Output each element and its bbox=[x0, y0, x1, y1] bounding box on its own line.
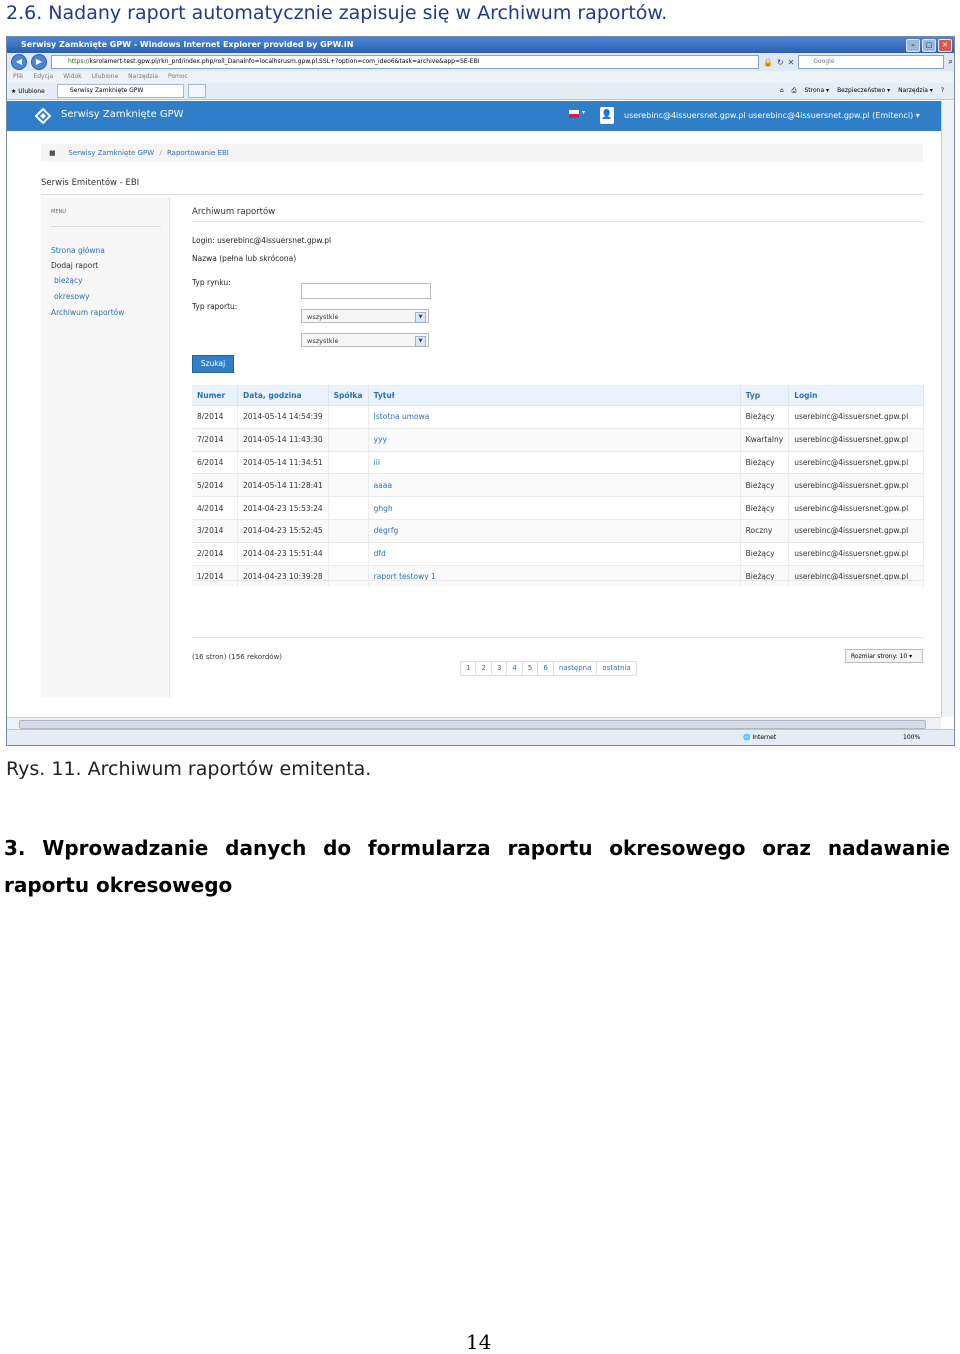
user-menu[interactable]: userebinc@4issuersnet.gpw.pl userebinc@4issuersnet.gpw.pl (Emitenci) ▾ bbox=[624, 111, 920, 120]
stop-icon[interactable]: ✕ bbox=[787, 57, 795, 67]
refresh-icon[interactable]: ↻ bbox=[776, 57, 784, 67]
cell-title-link[interactable]: ghgh bbox=[368, 497, 740, 520]
cell-title-link[interactable]: iii bbox=[368, 451, 740, 474]
page-content bbox=[7, 101, 941, 717]
chevron-down-icon[interactable]: ▾ bbox=[582, 109, 586, 116]
cell-date: 2014-04-23 15:51:44 bbox=[238, 542, 329, 565]
col-company[interactable]: Spółka bbox=[328, 385, 368, 406]
cell-type: Bieżący bbox=[740, 542, 789, 565]
cell-company bbox=[328, 474, 368, 497]
browser-screenshot bbox=[6, 36, 955, 746]
zone-label: Internet bbox=[752, 734, 777, 741]
cell-date: 2014-05-14 11:28:41 bbox=[238, 474, 329, 497]
app-brand[interactable]: Serwisy Zamknięte GPW bbox=[61, 109, 184, 120]
cell-type: Kwartalny bbox=[740, 428, 789, 451]
cell-number: 6/2014 bbox=[192, 451, 238, 474]
sidebar-item-periodic[interactable]: okresowy bbox=[54, 292, 90, 301]
cell-title-link[interactable]: dfd bbox=[368, 542, 740, 565]
cell-number: 2/2014 bbox=[192, 542, 238, 565]
breadcrumb-item-raportowanie[interactable]: Raportowanie EBI bbox=[166, 149, 229, 157]
cell-login: userebinc@4issuersnet.gpw.pl bbox=[789, 565, 924, 587]
cell-company bbox=[328, 519, 368, 542]
page-number: 14 bbox=[466, 1330, 492, 1354]
tool-tools[interactable]: Narzędzia ▾ bbox=[898, 87, 933, 94]
menu-file[interactable]: Plik bbox=[13, 73, 24, 80]
zoom-level[interactable]: 100% bbox=[903, 734, 921, 741]
market-label: Typ rynku: bbox=[192, 278, 231, 287]
cell-title-link[interactable]: aaaa bbox=[368, 474, 740, 497]
cell-type: Bieżący bbox=[740, 497, 789, 520]
col-type[interactable]: Typ bbox=[740, 385, 789, 406]
cell-number: 4/2014 bbox=[192, 497, 238, 520]
table-row bbox=[192, 406, 924, 429]
sidebar-item-current[interactable]: bieżący bbox=[54, 276, 83, 285]
cell-login: userebinc@4issuersnet.gpw.pl bbox=[789, 428, 924, 451]
table-row bbox=[192, 497, 924, 520]
favorites-label: Ulubione bbox=[18, 87, 45, 95]
menu-view[interactable]: Widok bbox=[63, 73, 82, 80]
page-last[interactable]: ostatnia bbox=[596, 661, 636, 676]
cell-number: 1/2014 bbox=[192, 565, 238, 587]
page-3[interactable]: 3 bbox=[491, 661, 507, 676]
breadcrumb-item-serwisy[interactable]: Serwisy Zamknięte GPW bbox=[68, 149, 155, 157]
tool-page[interactable]: Strona ▾ bbox=[804, 87, 830, 94]
page-6[interactable]: 6 bbox=[537, 661, 553, 676]
menu-help[interactable]: Pomoc bbox=[167, 73, 188, 80]
col-date[interactable]: Data, godzina bbox=[238, 385, 329, 406]
vertical-scrollbar[interactable] bbox=[941, 101, 954, 717]
divider bbox=[192, 221, 924, 222]
cell-type: Bieżący bbox=[740, 451, 789, 474]
sidebar-menu-label: MENU bbox=[51, 209, 66, 215]
login-line: Login: userebinc@4issuersnet.gpw.pl bbox=[192, 236, 332, 245]
gpw-logo-icon bbox=[35, 108, 51, 124]
minimize-icon[interactable]: – bbox=[906, 39, 920, 52]
forward-icon[interactable]: ▶ bbox=[31, 54, 47, 70]
cell-title-link[interactable]: Istotna umowa bbox=[368, 406, 740, 429]
page-5[interactable]: 5 bbox=[522, 661, 538, 676]
help-icon[interactable]: ? bbox=[940, 87, 944, 94]
new-tab-button[interactable] bbox=[188, 84, 206, 98]
search-input[interactable]: Google bbox=[798, 55, 944, 69]
home-icon[interactable]: ■ bbox=[49, 149, 56, 157]
menu-edit[interactable]: Edycja bbox=[33, 73, 54, 80]
cell-date: 2014-04-23 15:52:45 bbox=[238, 519, 329, 542]
url-scheme: https:// bbox=[68, 58, 90, 65]
table-row bbox=[192, 428, 924, 451]
cell-number: 7/2014 bbox=[192, 428, 238, 451]
maximize-icon[interactable]: □ bbox=[922, 39, 936, 52]
search-button[interactable]: Szukaj bbox=[192, 355, 234, 373]
divider bbox=[41, 194, 923, 195]
app-header bbox=[7, 101, 941, 131]
name-label: Nazwa (pełna lub skrócona) bbox=[192, 254, 297, 263]
pages-info: (16 stron) (156 rekordów) bbox=[192, 653, 283, 661]
cell-date: 2014-04-23 10:39:28 bbox=[238, 565, 329, 587]
cell-company bbox=[328, 428, 368, 451]
page-next[interactable]: następna bbox=[553, 661, 598, 676]
section-heading: 3. Wprowadzanie danych do formularza raportu okresowego oraz nadawanie raportu okresowego bbox=[4, 836, 950, 897]
page-4[interactable]: 4 bbox=[506, 661, 522, 676]
cell-type: Bieżący bbox=[740, 406, 789, 429]
col-login[interactable]: Login bbox=[789, 385, 924, 406]
reports-table bbox=[192, 385, 924, 587]
table-header-row bbox=[192, 385, 924, 406]
sidebar bbox=[41, 197, 170, 697]
cell-number: 5/2014 bbox=[192, 474, 238, 497]
cell-type: Bieżący bbox=[740, 565, 789, 587]
page-1[interactable]: 1 bbox=[460, 661, 476, 676]
close-icon[interactable]: ✕ bbox=[938, 39, 952, 52]
cell-company bbox=[328, 497, 368, 520]
name-input[interactable] bbox=[301, 283, 431, 299]
col-number[interactable]: Numer bbox=[192, 385, 238, 406]
home-icon[interactable]: ⌂ bbox=[779, 87, 784, 94]
cell-title-link[interactable]: yyy bbox=[368, 428, 740, 451]
breadcrumb: ■ Serwisy Zamknięte GPW / Raportowanie EBI bbox=[41, 144, 923, 162]
cell-number: 8/2014 bbox=[192, 406, 238, 429]
sidebar-item-home[interactable]: Strona główna bbox=[51, 246, 105, 255]
scrollbar-thumb[interactable] bbox=[19, 720, 926, 729]
polish-flag-icon[interactable] bbox=[569, 110, 579, 118]
user-icon: 👤 bbox=[600, 107, 614, 124]
cell-company bbox=[328, 451, 368, 474]
cell-login: userebinc@4issuersnet.gpw.pl bbox=[789, 406, 924, 429]
cell-date: 2014-04-23 15:53:24 bbox=[238, 497, 329, 520]
report-type-select-value: wszystkie bbox=[307, 337, 339, 345]
menu-tools[interactable]: Narzędzia bbox=[128, 73, 158, 80]
market-select[interactable] bbox=[301, 309, 429, 323]
lock-icon[interactable]: 🔒 bbox=[763, 57, 773, 67]
sidebar-item-add-report: Dodaj raport bbox=[51, 261, 99, 270]
window-titlebar bbox=[7, 37, 954, 53]
market-select-value: wszystkie bbox=[307, 313, 339, 321]
report-type-select[interactable] bbox=[301, 333, 429, 347]
status-bar bbox=[7, 729, 954, 746]
col-title[interactable]: Tytuł bbox=[368, 385, 740, 406]
internet-zone: 🌐 Internet bbox=[743, 734, 777, 741]
browser-tab[interactable]: Serwisy Zamknięte GPW bbox=[57, 84, 185, 98]
chevron-down-icon[interactable]: ▼ bbox=[415, 312, 426, 323]
address-row bbox=[7, 53, 954, 71]
favorites-button[interactable]: ★ Ulubione bbox=[11, 87, 45, 95]
print-icon[interactable]: ⎙ bbox=[791, 87, 797, 94]
cell-login: userebinc@4issuersnet.gpw.pl bbox=[789, 474, 924, 497]
table-row bbox=[192, 451, 924, 474]
divider bbox=[51, 226, 161, 227]
cell-login: userebinc@4issuersnet.gpw.pl bbox=[789, 451, 924, 474]
section-title: Serwis Emitentów - EBI bbox=[41, 178, 140, 188]
table-row bbox=[192, 519, 924, 542]
cell-number: 3/2014 bbox=[192, 519, 238, 542]
figure-caption: Rys. 11. Archiwum raportów emitenta. bbox=[6, 758, 372, 780]
menu-bar bbox=[7, 71, 954, 83]
page-size-select[interactable]: Rozmiar strony: 10 ▾ bbox=[845, 649, 923, 663]
main-title: Archiwum raportów bbox=[192, 207, 276, 217]
table-empty-area bbox=[192, 580, 924, 638]
cell-type: Roczny bbox=[740, 519, 789, 542]
cell-date: 2014-05-14 11:34:51 bbox=[238, 451, 329, 474]
table-row bbox=[192, 474, 924, 497]
window-title: Serwisy Zamknięte GPW - Windows Internet Explorer provided by GPW.IN bbox=[21, 40, 354, 49]
search-icon[interactable]: ⌕ bbox=[948, 57, 953, 66]
report-type-label: Typ raportu: bbox=[192, 302, 238, 311]
cell-title-link[interactable]: degrfg bbox=[368, 519, 740, 542]
cell-date: 2014-05-14 14:54:39 bbox=[238, 406, 329, 429]
cell-login: userebinc@4issuersnet.gpw.pl bbox=[789, 542, 924, 565]
pagination bbox=[461, 661, 637, 676]
address-bar[interactable] bbox=[51, 55, 759, 69]
document-heading: 2.6. Nadany raport automatycznie zapisuje się w Archiwum raportów. bbox=[6, 2, 668, 24]
favorites-bar bbox=[7, 83, 954, 100]
sidebar-item-archive[interactable]: Archiwum raportów bbox=[51, 308, 125, 317]
page-2[interactable]: 2 bbox=[475, 661, 491, 676]
cell-login: userebinc@4issuersnet.gpw.pl bbox=[789, 519, 924, 542]
table-row bbox=[192, 542, 924, 565]
cell-type: Bieżący bbox=[740, 474, 789, 497]
cell-date: 2014-05-14 11:43:30 bbox=[238, 428, 329, 451]
url-path: ksrolamert-test.gpw.pl/rkn_prd/index.php/roll_Danalnfo=localhsrusm.gpw.pl,SSL+?option=com_ideo6&task=archive&app=SE-EBI bbox=[89, 58, 480, 65]
cell-title-link[interactable]: raport testowy 1 bbox=[368, 565, 740, 587]
cell-company bbox=[328, 406, 368, 429]
menu-favorites[interactable]: Ulubione bbox=[91, 73, 119, 80]
cell-login: userebinc@4issuersnet.gpw.pl bbox=[789, 497, 924, 520]
chevron-down-icon[interactable]: ▼ bbox=[415, 336, 426, 347]
cell-company bbox=[328, 542, 368, 565]
back-icon[interactable]: ◀ bbox=[11, 54, 27, 70]
tool-security[interactable]: Bezpieczeństwo ▾ bbox=[837, 87, 891, 94]
